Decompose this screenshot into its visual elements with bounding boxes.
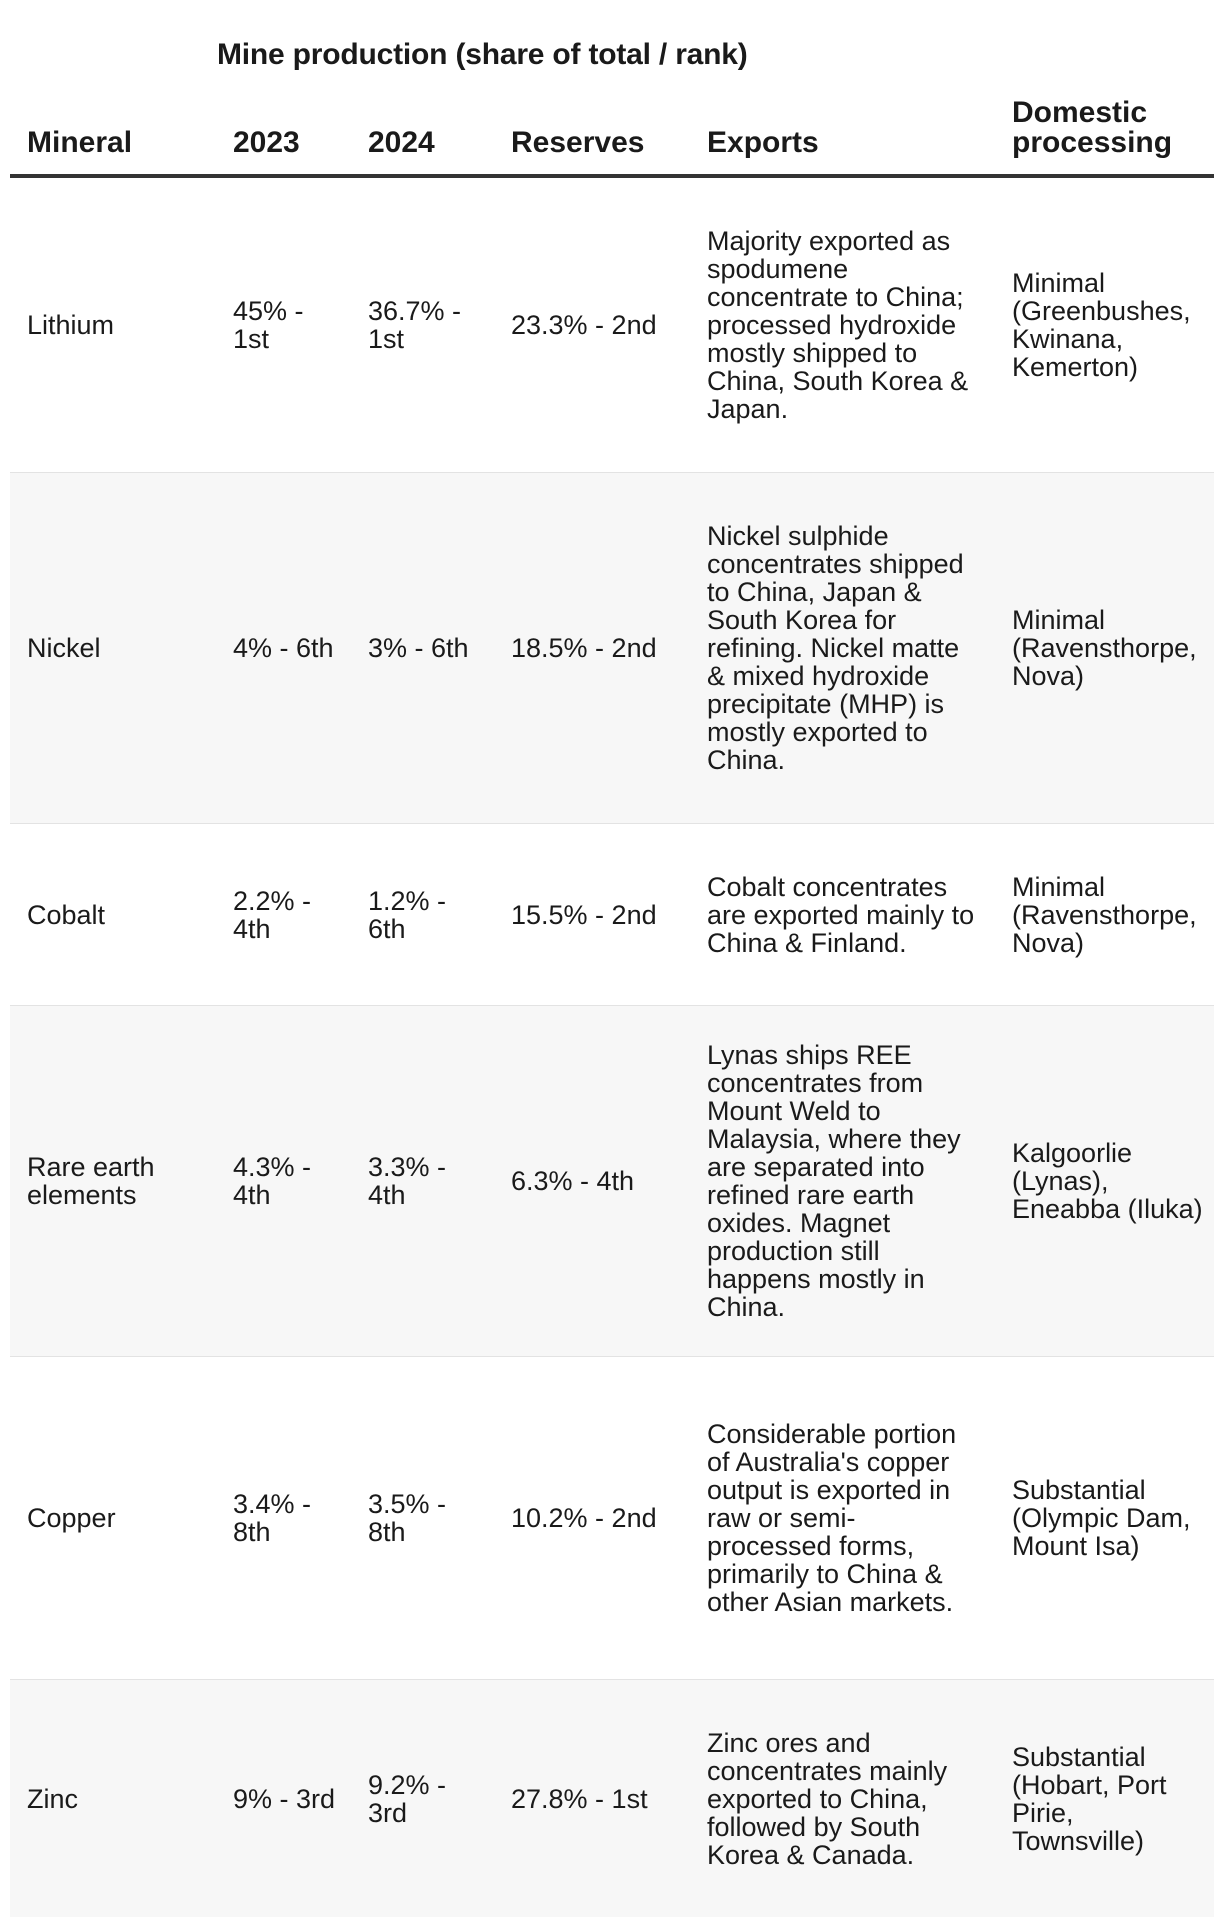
cell-reserves: 15.5% - 2nd xyxy=(494,824,690,1006)
cell-2023: 9% - 3rd xyxy=(216,1680,351,1918)
cell-2023: 2.2% - 4th xyxy=(216,824,351,1006)
cell-2023: 3.4% - 8th xyxy=(216,1357,351,1680)
table-row-copper xyxy=(10,1357,1214,1680)
column-header-mineral: Mineral xyxy=(10,98,216,176)
table-row-cobalt xyxy=(10,824,1214,1006)
table-row-zinc xyxy=(10,1680,1214,1918)
cell-2024: 1.2% - 6th xyxy=(351,824,494,1006)
column-header-exports: Exports xyxy=(690,98,995,176)
cell-exports: Zinc ores and concentrates mainly exported to China, followed by South Korea & Canada. xyxy=(690,1680,995,1918)
cell-exports: Majority exported as spodumene concentrate to China; processed hydroxide mostly shipped to China, South Korea & Japan. xyxy=(690,176,995,473)
table-row-lithium xyxy=(10,176,1214,473)
cell-domestic-processing: Kalgoorlie (Lynas), Eneabba (Iluka) xyxy=(995,1006,1214,1357)
cell-mineral: Copper xyxy=(10,1357,216,1680)
cell-2024: 9.2% - 3rd xyxy=(351,1680,494,1918)
cell-2023: 45% - 1st xyxy=(216,176,351,473)
cell-2024: 3.3% - 4th xyxy=(351,1006,494,1357)
column-header-2024: 2024 xyxy=(351,98,494,176)
cell-exports: Nickel sulphide concentrates shipped to China, Japan & South Korea for refining. Nickel matte & mixed hydroxide precipitate (MHP) is mostly exported to China. xyxy=(690,473,995,824)
cell-mineral: Zinc xyxy=(10,1680,216,1918)
cell-mineral: Nickel xyxy=(10,473,216,824)
cell-exports: Lynas ships REE concentrates from Mount Weld to Malaysia, where they are separated into refined rare earth oxides. Magnet production still happens mostly in China. xyxy=(690,1006,995,1357)
cell-2024: 3% - 6th xyxy=(351,473,494,824)
cell-reserves: 10.2% - 2nd xyxy=(494,1357,690,1680)
cell-mineral: Lithium xyxy=(10,176,216,473)
cell-mineral: Rare earth elements xyxy=(10,1006,216,1357)
cell-exports: Cobalt concentrates are exported mainly to China & Finland. xyxy=(690,824,995,1006)
cell-domestic-processing: Minimal (Ravensthorpe, Nova) xyxy=(995,824,1214,1006)
cell-reserves: 18.5% - 2nd xyxy=(494,473,690,824)
cell-2023: 4% - 6th xyxy=(216,473,351,824)
column-header-reserves: Reserves xyxy=(494,98,690,176)
cell-reserves: 23.3% - 2nd xyxy=(494,176,690,473)
column-header-domestic-processing: Domestic processing xyxy=(995,98,1214,176)
cell-mineral: Cobalt xyxy=(10,824,216,1006)
mine-production-group-header: Mine production (share of total / rank) xyxy=(217,38,748,71)
cell-domestic-processing: Minimal (Ravensthorpe, Nova) xyxy=(995,473,1214,824)
column-header-2023: 2023 xyxy=(216,98,351,176)
cell-reserves: 27.8% - 1st xyxy=(494,1680,690,1918)
cell-reserves: 6.3% - 4th xyxy=(494,1006,690,1357)
table-row-rare-earth-elements xyxy=(10,1006,1214,1357)
cell-2024: 3.5% - 8th xyxy=(351,1357,494,1680)
cell-domestic-processing: Substantial (Hobart, Port Pirie, Townsville) xyxy=(995,1680,1214,1918)
cell-exports: Considerable portion of Australia's copper output is exported in raw or semi-processed forms, primarily to China & other Asian markets. xyxy=(690,1357,995,1680)
cell-domestic-processing: Minimal (Greenbushes, Kwinana, Kemerton) xyxy=(995,176,1214,473)
cell-2023: 4.3% - 4th xyxy=(216,1006,351,1357)
table-row-nickel xyxy=(10,473,1214,824)
table-header-row xyxy=(10,98,1214,176)
cell-2024: 36.7% - 1st xyxy=(351,176,494,473)
critical-minerals-table xyxy=(10,98,1214,1917)
cell-domestic-processing: Substantial (Olympic Dam, Mount Isa) xyxy=(995,1357,1214,1680)
